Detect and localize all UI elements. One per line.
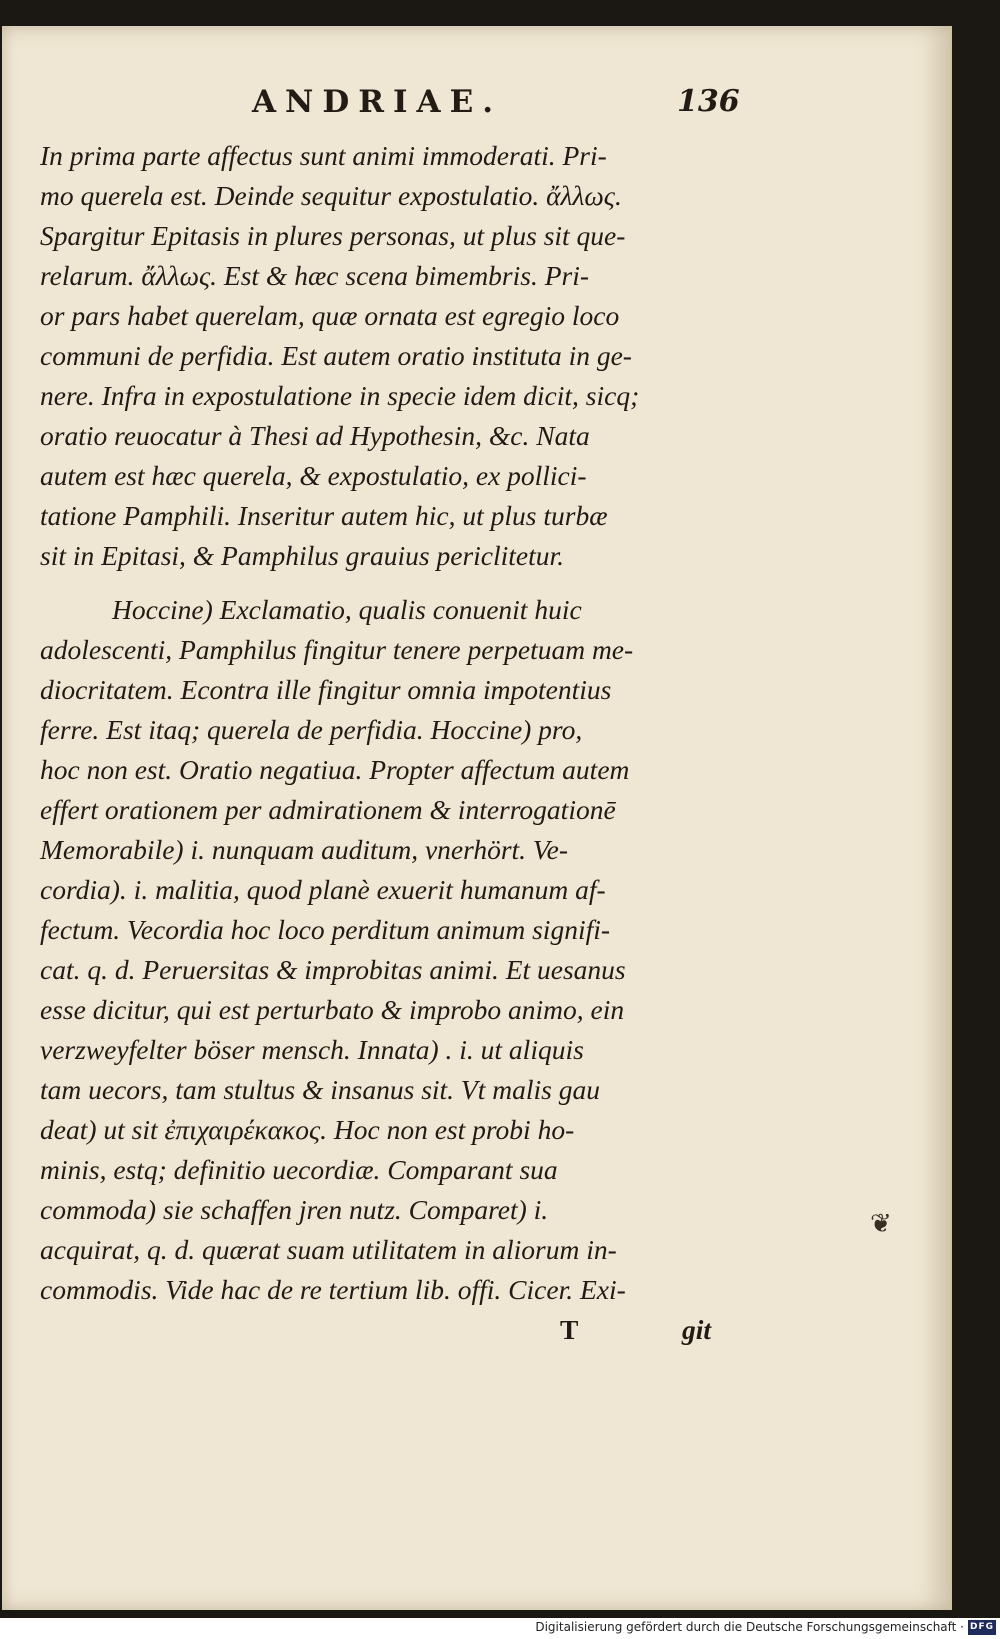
margin-ornament-icon: ❦ — [870, 1209, 892, 1239]
text-line: In prima parte affectus sunt animi immoderati. Pri- — [40, 140, 607, 171]
page-number: 136 — [677, 84, 740, 119]
text-line: communi de perfidia. Est autem oratio instituta in ge- — [40, 340, 632, 371]
text-line: verzweyfelter böser mensch. Innata) . i. ut aliquis — [40, 1034, 584, 1065]
text-line: cat. q. d. Peruersitas & improbitas animi. Et uesanus — [40, 954, 626, 985]
text-line: mo querela est. Deinde sequitur expostulatio. ἄλλως. — [40, 180, 622, 211]
text-line: commoda) sie schaffen jren nutz. Comparet) i. — [40, 1194, 549, 1225]
text-line: Memorabile) i. nunquam auditum, vnerhört. Ve- — [40, 834, 569, 865]
text-line: Spargitur Epitasis in plures personas, ut plus sit que- — [40, 220, 626, 251]
text-line: esse dicitur, qui est perturbato & improbo animo, ein — [40, 994, 625, 1025]
text-line: relarum. ἄλλως. Est & hæc scena bimembris. Pri- — [40, 260, 590, 291]
text-line: or pars habet querelam, quæ ornata est egregio loco — [40, 300, 620, 331]
footer-credit: Digitalisierung gefördert durch die Deutsche Forschungsgemeinschaft · — [535, 1620, 964, 1634]
dfg-logo-icon: DFG — [968, 1620, 996, 1635]
text-line: ferre. Est itaq; querela de perfidia. Hoccine) pro, — [40, 714, 583, 745]
text-line: effert orationem per admirationem & interrogationē — [40, 794, 616, 825]
book-page — [2, 26, 952, 1610]
text-line: oratio reuocatur à Thesi ad Hypothesin, &c. Nata — [40, 420, 590, 451]
footer-bar — [0, 1618, 1000, 1639]
running-head: ANDRIAE. — [252, 84, 503, 120]
catchword-row — [40, 1310, 730, 1350]
text-line: minis, estq; definitio uecordiæ. Comparant sua — [40, 1154, 558, 1185]
catchword: git — [682, 1314, 712, 1345]
text-line: autem est hæc querela, & expostulatio, ex pollici- — [40, 460, 587, 491]
text-line: fectum. Vecordia hoc loco perditum animum signifi- — [40, 914, 611, 945]
text-block — [40, 136, 730, 1350]
text-line: sit in Epitasi, & Pamphilus grauius periclitetur. — [40, 540, 565, 571]
text-line: hoc non est. Oratio negatiua. Propter affectum autem — [40, 754, 630, 785]
text-line: deat) ut sit ἐπιχαιρέκακος. Hoc non est probi ho- — [40, 1114, 575, 1145]
text-line: tatione Pamphili. Inseritur autem hic, ut plus turbæ — [40, 500, 608, 531]
text-line: commodis. Vide hac de re tertium lib. offi. Cicer. Exi- — [40, 1274, 626, 1305]
text-line: Hoccine) Exclamatio, qualis conuenit huic — [112, 594, 582, 625]
text-line: acquirat, q. d. quærat suam utilitatem in aliorum in- — [40, 1234, 617, 1265]
text-line: cordia). i. malitia, quod planè exuerit humanum af- — [40, 874, 606, 905]
signature-mark: T — [560, 1314, 579, 1345]
text-line: nere. Infra in expostulatione in specie idem dicit, sicq; — [40, 380, 640, 411]
text-line: tam uecors, tam stultus & insanus sit. Vt malis gau — [40, 1074, 600, 1105]
text-line: adolescenti, Pamphilus fingitur tenere perpetuam me- — [40, 634, 634, 665]
text-line: diocritatem. Econtra ille fingitur omnia impotentius — [40, 674, 612, 705]
